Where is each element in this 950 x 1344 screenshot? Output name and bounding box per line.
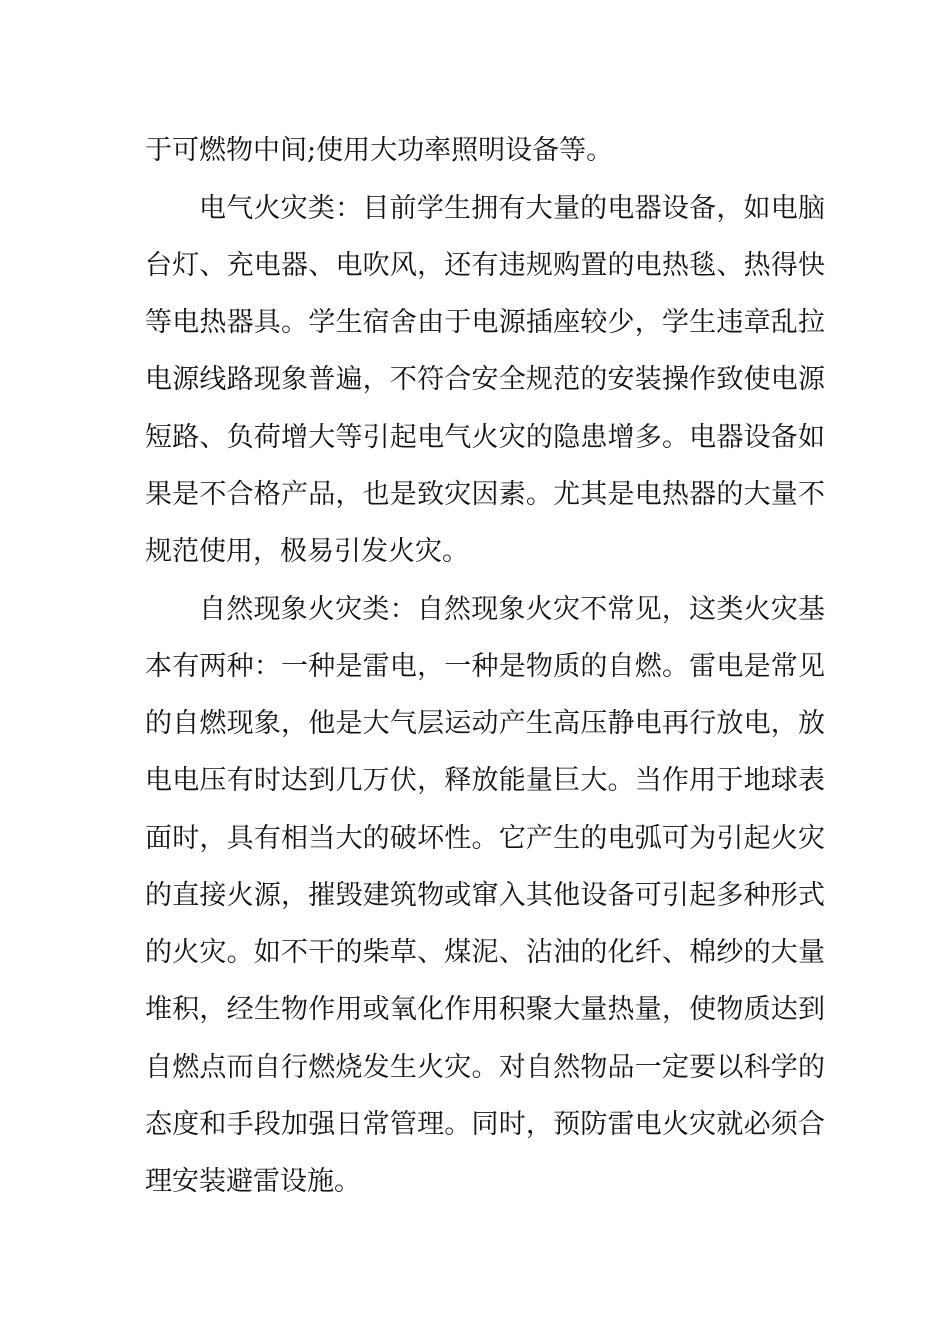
text-line: 的火灾。如不干的柴草、煤泥、沾油的化纤、棉纱的大量 — [145, 937, 826, 968]
text-line: 的自燃现象，他是大气层运动产生高压静电再行放电，放 — [145, 708, 826, 739]
paragraph-start-line: 电气火灾类：目前学生拥有大量的电器设备，如电脑 — [199, 193, 826, 224]
text-line: 面时，具有相当大的破坏性。它产生的电弧可为引起火灾 — [145, 823, 826, 854]
text-line: 堆积，经生物作用或氧化作用积聚大量热量，使物质达到 — [145, 994, 826, 1025]
text-line: 自燃点而自行燃烧发生火灾。对自然物品一定要以科学的 — [145, 1052, 826, 1083]
text-line: 短路、负荷增大等引起电气火灾的隐患增多。电器设备如 — [145, 422, 826, 453]
text-line: 的直接火源，摧毁建筑物或窜入其他设备可引起多种形式 — [145, 880, 826, 911]
paragraph-start-line: 自然现象火灾类：自然现象火灾不常见，这类火灾基 — [199, 594, 826, 625]
text-line: 等电热器具。学生宿舍由于电源插座较少，学生违章乱拉 — [145, 307, 826, 338]
text-line: 理安装避雷设施。 — [145, 1166, 361, 1197]
text-line: 电电压有时达到几万伏，释放能量巨大。当作用于地球表 — [145, 765, 826, 796]
text-line: 台灯、充电器、电吹风，还有违规购置的电热毯、热得快 — [145, 250, 826, 281]
text-line: 本有两种：一种是雷电，一种是物质的自燃。雷电是常见 — [145, 651, 826, 682]
text-line: 果是不合格产品，也是致灾因素。尤其是电热器的大量不 — [145, 479, 826, 510]
text-line: 于可燃物中间;使用大功率照明设备等。 — [145, 135, 614, 166]
text-line: 规范使用，极易引发火灾。 — [145, 536, 469, 567]
text-line: 态度和手段加强日常管理。同时，预防雷电火灾就必须合 — [145, 1109, 826, 1140]
text-line: 电源线路现象普遍，不符合安全规范的安装操作致使电源 — [145, 364, 826, 395]
